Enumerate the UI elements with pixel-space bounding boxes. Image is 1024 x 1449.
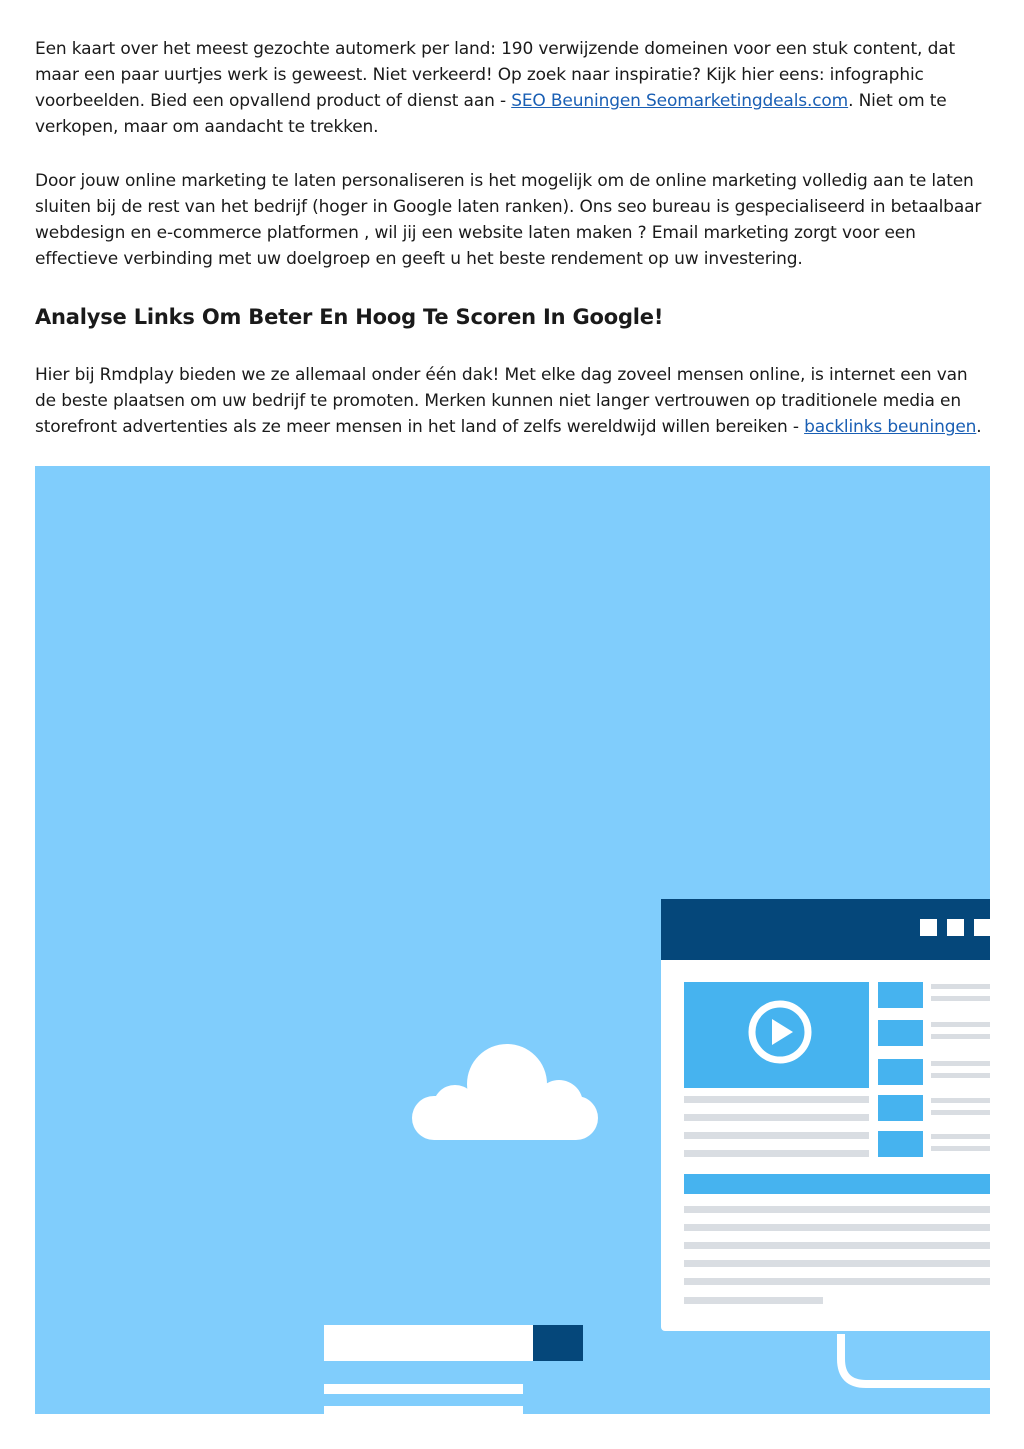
window-control-icon [920, 919, 937, 936]
highlight-bar [684, 1174, 990, 1194]
browser-window-icon [661, 899, 990, 1331]
paragraph-rmdplay [35, 362, 990, 440]
paragraph-intro-tail: . Niet om te verkopen, maar om aandacht te trekken. [35, 91, 947, 137]
search-bar-graphic [324, 1325, 583, 1414]
paragraph-rmdplay-text: Hier bij Rmdplay bieden we ze allemaal onder één dak! Met elke dag zoveel mensen online, is internet een van de beste plaatsen om uw bedrijf te promoten. Merken kunnen niet langer vertrouwen op traditionele media en storefront advertenties als ze meer mensen in het land of zelfs wereldwijd willen bereiken - [35, 365, 968, 437]
paragraph-personalization: Door jouw online marketing te laten personaliseren is het mogelijk om de online marketing volledig aan te laten sluiten bij de rest van het bedrijf (hoger in Google laten ranken). Ons seo bureau is gespecialiseerd in betaalbaar webdesign en e-commerce platformen , wil jij een website laten maken ? Email marketing zorgt voor een effectieve verbinding met uw doelgroep en geeft u het beste rendement op uw investering. [35, 171, 982, 269]
seo-beuningen-link[interactable]: SEO Beuningen Seomarketingdeals.com [511, 91, 849, 111]
section-heading: Analyse Links Om Beter En Hoog Te Scoren In Google! [35, 305, 664, 329]
window-control-icon [947, 919, 964, 936]
side-thumbnail [878, 1020, 923, 1046]
paragraph-intro-text: Een kaart over het meest gezochte automerk per land: 190 verwijzende domeinen voor een stuk content, dat maar een paar uurtjes werk is geweest. Niet verkeerd! Op zoek naar inspiratie? Kijk hier eens: infographic voorbeelden. Bied een opvallend product of dienst aan - [35, 39, 955, 111]
side-thumbnail [878, 982, 923, 1008]
window-control-icon [974, 919, 990, 936]
cloud-icon [412, 1044, 598, 1140]
side-thumbnail [878, 1059, 923, 1085]
paragraph-intro [35, 36, 990, 140]
side-thumbnail [878, 1095, 923, 1121]
side-thumbnail [878, 1131, 923, 1157]
paragraph-rmdplay-tail: . [976, 417, 982, 437]
monitor-stand [841, 1334, 990, 1384]
hero-illustration [35, 466, 990, 1414]
backlinks-beuningen-link[interactable]: backlinks beuningen [804, 417, 977, 437]
browser-title-bar [661, 899, 990, 960]
article-body [35, 36, 990, 440]
